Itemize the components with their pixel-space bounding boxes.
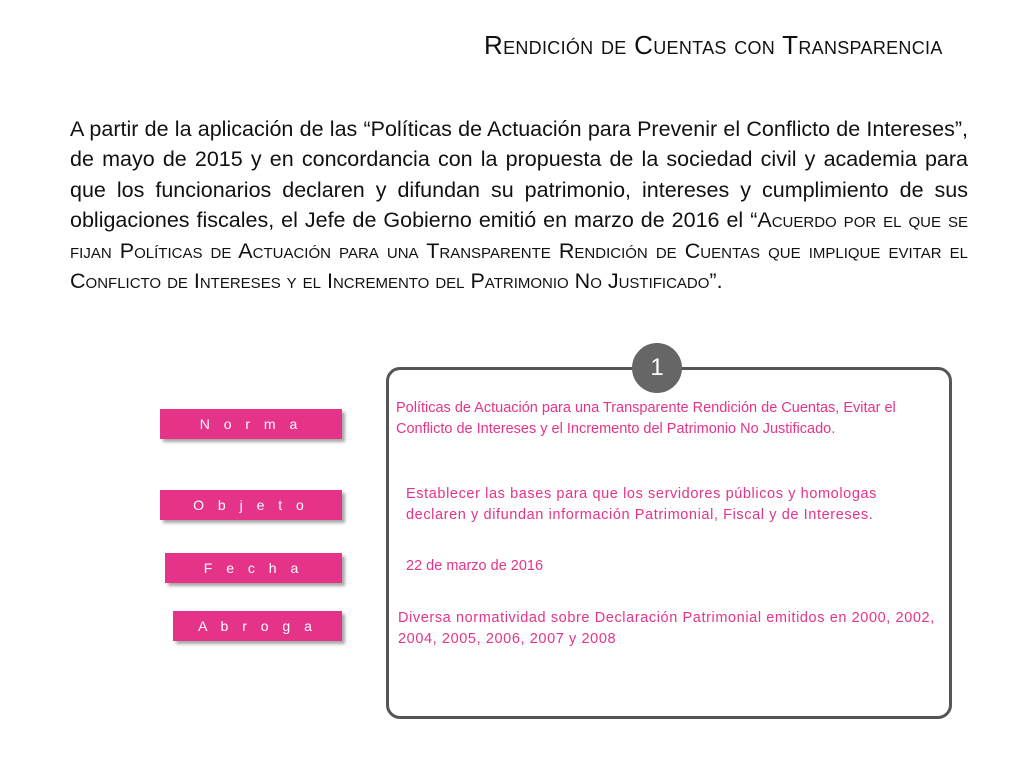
abroga-value: Diversa normatividad sobre Declaración Patrimonial emitidos en 2000, 2002, 2004, 2005, 2006, 2007 y 2008 [398,610,935,647]
objeto-value: Establecer las bases para que los servidores públicos y homologas declaren y difundan información Patrimonial, Fiscal y de Intereses. [406,486,878,523]
abroga-label: A b r o g a [173,611,342,641]
intro-text-part1: A partir de la aplicación de las “Políticas de Actuación para Prevenir el Conflicto de Intereses”, de mayo de 2015 y en concordancia con la propuesta de la sociedad civil y academia para que los funcionarios declaren y difundan su patrimonio, intereses y cumplimiento de sus obligaciones fiscales, el Jefe de Gobierno emitió en marzo de 2016 el “ [70,117,968,233]
page-title: Rendición de Cuentas con Transparencia [484,30,943,60]
objeto-label: O b j e t o [160,490,342,520]
intro-paragraph [70,114,968,296]
fecha-value: 22 de marzo de 2016 [406,558,544,574]
norma-label: N o r m a [160,409,342,439]
acuerdo-name: Acuerdo por el que se fijan Políticas de Actuación para una Transparente Rendición de Cuentas que implique evitar el Conflicto de Intereses y el Incremento del Patrimonio No Justificado [70,208,968,294]
step-number-badge: 1 [632,343,682,393]
norma-value: Políticas de Actuación para una Transparente Rendición de Cuentas, Evitar el Conflicto de Intereses y el Incremento del Patrimonio No Justificado. [396,400,896,437]
intro-text-part2: ”. [709,269,723,294]
fecha-label: F e c h a [165,553,342,583]
